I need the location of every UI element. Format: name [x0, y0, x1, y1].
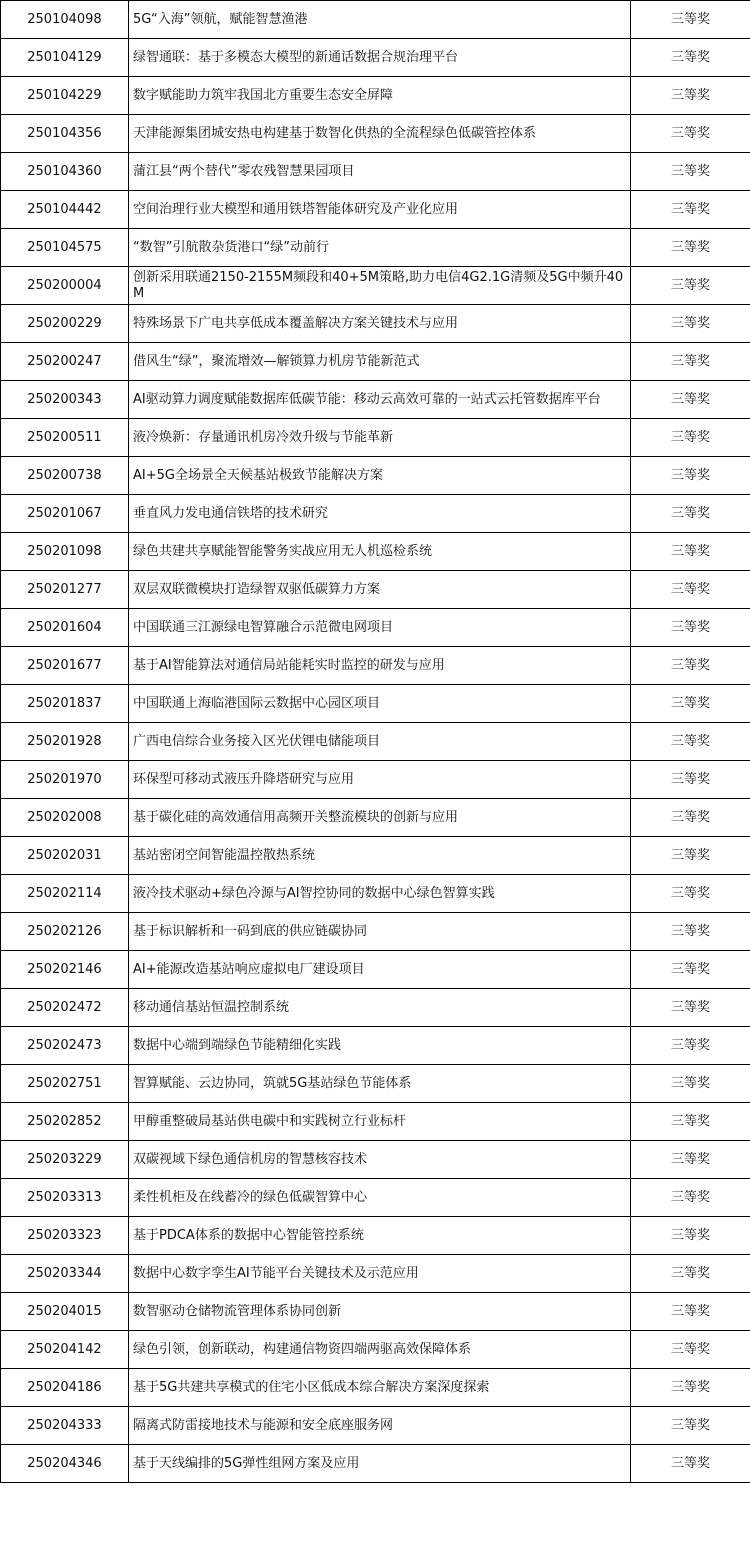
project-id-cell: 250204333: [1, 1407, 129, 1445]
project-id-cell: 250104575: [1, 229, 129, 267]
table-row: [1, 647, 750, 685]
award-level-cell: 三等奖: [631, 229, 750, 267]
table-row: [1, 913, 750, 951]
award-level-cell: 三等奖: [631, 39, 750, 77]
table-row: [1, 1445, 750, 1483]
project-name-cell: 借风生“绿”，聚流增效—解锁算力机房节能新范式: [129, 343, 631, 381]
table-row: [1, 343, 750, 381]
award-level-cell: 三等奖: [631, 571, 750, 609]
award-level-cell: 三等奖: [631, 457, 750, 495]
award-level-cell: 三等奖: [631, 1331, 750, 1369]
table-row: [1, 1331, 750, 1369]
award-level-cell: 三等奖: [631, 1179, 750, 1217]
table-row: [1, 1407, 750, 1445]
project-name-cell: 数字赋能助力筑牢我国北方重要生态安全屏障: [129, 77, 631, 115]
award-level-cell: 三等奖: [631, 1027, 750, 1065]
project-name-cell: 智算赋能、云边协同，筑就5G基站绿色节能体系: [129, 1065, 631, 1103]
award-level-cell: 三等奖: [631, 305, 750, 343]
award-level-cell: 三等奖: [631, 1369, 750, 1407]
award-level-cell: 三等奖: [631, 419, 750, 457]
project-id-cell: 250203344: [1, 1255, 129, 1293]
project-id-cell: 250201677: [1, 647, 129, 685]
project-id-cell: 250200738: [1, 457, 129, 495]
project-id-cell: 250202852: [1, 1103, 129, 1141]
award-level-cell: 三等奖: [631, 533, 750, 571]
table-row: [1, 495, 750, 533]
project-id-cell: 250200511: [1, 419, 129, 457]
project-name-cell: “数智”引航散杂货港口“绿”动前行: [129, 229, 631, 267]
project-id-cell: 250202126: [1, 913, 129, 951]
table-row: [1, 457, 750, 495]
table-row: [1, 723, 750, 761]
project-name-cell: 绿色引领，创新联动，构建通信物资四端两驱高效保障体系: [129, 1331, 631, 1369]
project-id-cell: 250202751: [1, 1065, 129, 1103]
project-name-cell: 垂直风力发电通信铁塔的技术研究: [129, 495, 631, 533]
award-level-cell: 三等奖: [631, 77, 750, 115]
project-name-cell: 绿色共建共享赋能智能警务实战应用无人机巡检系统: [129, 533, 631, 571]
project-id-cell: 250204015: [1, 1293, 129, 1331]
project-name-cell: 基于标识解析和一码到底的供应链碳协同: [129, 913, 631, 951]
project-id-cell: 250202472: [1, 989, 129, 1027]
project-name-cell: 中国联通上海临港国际云数据中心园区项目: [129, 685, 631, 723]
project-id-cell: 250202473: [1, 1027, 129, 1065]
table-row: [1, 533, 750, 571]
project-id-cell: 250201837: [1, 685, 129, 723]
project-id-cell: 250203323: [1, 1217, 129, 1255]
table-row: [1, 761, 750, 799]
table-row: [1, 381, 750, 419]
award-level-cell: 三等奖: [631, 989, 750, 1027]
project-name-cell: 天津能源集团城安热电构建基于数智化供热的全流程绿色低碳管控体系: [129, 115, 631, 153]
award-level-cell: 三等奖: [631, 1, 750, 39]
award-level-cell: 三等奖: [631, 609, 750, 647]
award-level-cell: 三等奖: [631, 381, 750, 419]
table-row: [1, 1027, 750, 1065]
project-name-cell: 创新采用联通2150-2155M频段和40+5M策略,助力电信4G2.1G清频及5G中频升40M: [129, 267, 631, 305]
table-row: [1, 77, 750, 115]
table-row: [1, 229, 750, 267]
award-level-cell: 三等奖: [631, 913, 750, 951]
project-id-cell: 250204186: [1, 1369, 129, 1407]
project-id-cell: 250104229: [1, 77, 129, 115]
project-name-cell: 甲醇重整破局基站供电碳中和实践树立行业标杆: [129, 1103, 631, 1141]
project-id-cell: 250204346: [1, 1445, 129, 1483]
award-level-cell: 三等奖: [631, 191, 750, 229]
table-row: [1, 1255, 750, 1293]
project-id-cell: 250202031: [1, 837, 129, 875]
project-id-cell: 250104129: [1, 39, 129, 77]
project-name-cell: 基于5G共建共享模式的住宅小区低成本综合解决方案深度探索: [129, 1369, 631, 1407]
project-id-cell: 250201970: [1, 761, 129, 799]
project-name-cell: 基站密闭空间智能温控散热系统: [129, 837, 631, 875]
table-row: [1, 191, 750, 229]
project-id-cell: 250202114: [1, 875, 129, 913]
project-id-cell: 250104356: [1, 115, 129, 153]
table-row: [1, 685, 750, 723]
project-name-cell: 数据中心数字孪生AI节能平台关键技术及示范应用: [129, 1255, 631, 1293]
project-id-cell: 250201277: [1, 571, 129, 609]
project-id-cell: 250202008: [1, 799, 129, 837]
project-name-cell: 液冷技术驱动+绿色冷源与AI智控协同的数据中心绿色智算实践: [129, 875, 631, 913]
table-row: [1, 875, 750, 913]
table-row: [1, 153, 750, 191]
project-id-cell: 250200004: [1, 267, 129, 305]
award-level-cell: 三等奖: [631, 647, 750, 685]
project-id-cell: 250203313: [1, 1179, 129, 1217]
table-row: [1, 1179, 750, 1217]
project-id-cell: 250200343: [1, 381, 129, 419]
project-id-cell: 250203229: [1, 1141, 129, 1179]
award-level-cell: 三等奖: [631, 799, 750, 837]
award-level-cell: 三等奖: [631, 1141, 750, 1179]
award-level-cell: 三等奖: [631, 1407, 750, 1445]
project-name-cell: 5G“入海”领航，赋能智慧渔港: [129, 1, 631, 39]
award-level-cell: 三等奖: [631, 1065, 750, 1103]
award-level-cell: 三等奖: [631, 343, 750, 381]
table-row: [1, 39, 750, 77]
project-name-cell: 数智驱动仓储物流管理体系协同创新: [129, 1293, 631, 1331]
table-row: [1, 989, 750, 1027]
award-level-cell: 三等奖: [631, 267, 750, 305]
table-row: [1, 1369, 750, 1407]
project-name-cell: 基于AI智能算法对通信局站能耗实时监控的研发与应用: [129, 647, 631, 685]
award-level-cell: 三等奖: [631, 1255, 750, 1293]
project-id-cell: 250104098: [1, 1, 129, 39]
project-name-cell: 液冷焕新：存量通讯机房冷效升级与节能革新: [129, 419, 631, 457]
project-name-cell: AI+5G全场景全天候基站极致节能解决方案: [129, 457, 631, 495]
awards-table-body: [1, 1, 750, 1483]
project-name-cell: 数据中心端到端绿色节能精细化实践: [129, 1027, 631, 1065]
award-level-cell: 三等奖: [631, 495, 750, 533]
award-level-cell: 三等奖: [631, 837, 750, 875]
table-row: [1, 1, 750, 39]
project-name-cell: 双碳视域下绿色通信机房的智慧核容技术: [129, 1141, 631, 1179]
table-row: [1, 1217, 750, 1255]
project-name-cell: 基于PDCA体系的数据中心智能管控系统: [129, 1217, 631, 1255]
table-row: [1, 1141, 750, 1179]
project-name-cell: 隔离式防雷接地技术与能源和安全底座服务网: [129, 1407, 631, 1445]
table-row: [1, 837, 750, 875]
table-row: [1, 1103, 750, 1141]
project-id-cell: 250201604: [1, 609, 129, 647]
award-level-cell: 三等奖: [631, 1217, 750, 1255]
table-row: [1, 267, 750, 305]
project-id-cell: 250202146: [1, 951, 129, 989]
award-level-cell: 三等奖: [631, 875, 750, 913]
table-row: [1, 1293, 750, 1331]
project-name-cell: 基于天线编排的5G弹性组网方案及应用: [129, 1445, 631, 1483]
award-level-cell: 三等奖: [631, 951, 750, 989]
project-name-cell: 基于碳化硅的高效通信用高频开关整流模块的创新与应用: [129, 799, 631, 837]
project-name-cell: 特殊场景下广电共享低成本覆盖解决方案关键技术与应用: [129, 305, 631, 343]
project-id-cell: 250204142: [1, 1331, 129, 1369]
project-name-cell: 环保型可移动式液压升降塔研究与应用: [129, 761, 631, 799]
award-level-cell: 三等奖: [631, 153, 750, 191]
award-level-cell: 三等奖: [631, 685, 750, 723]
award-level-cell: 三等奖: [631, 1445, 750, 1483]
award-level-cell: 三等奖: [631, 761, 750, 799]
table-row: [1, 1065, 750, 1103]
project-id-cell: 250200247: [1, 343, 129, 381]
project-id-cell: 250104360: [1, 153, 129, 191]
table-row: [1, 799, 750, 837]
project-id-cell: 250104442: [1, 191, 129, 229]
table-row: [1, 609, 750, 647]
project-name-cell: 广西电信综合业务接入区光伏锂电储能项目: [129, 723, 631, 761]
project-name-cell: 空间治理行业大模型和通用铁塔智能体研究及产业化应用: [129, 191, 631, 229]
table-row: [1, 419, 750, 457]
project-name-cell: 蒲江县“两个替代”零农残智慧果园项目: [129, 153, 631, 191]
project-name-cell: 柔性机柜及在线蓄冷的绿色低碳智算中心: [129, 1179, 631, 1217]
award-level-cell: 三等奖: [631, 723, 750, 761]
table-row: [1, 305, 750, 343]
project-name-cell: 双层双联微模块打造绿智双驱低碳算力方案: [129, 571, 631, 609]
project-name-cell: 移动通信基站恒温控制系统: [129, 989, 631, 1027]
project-id-cell: 250201098: [1, 533, 129, 571]
table-row: [1, 571, 750, 609]
project-id-cell: 250201928: [1, 723, 129, 761]
project-name-cell: AI驱动算力调度赋能数据库低碳节能：移动云高效可靠的一站式云托管数据库平台: [129, 381, 631, 419]
table-row: [1, 115, 750, 153]
award-level-cell: 三等奖: [631, 1103, 750, 1141]
award-level-cell: 三等奖: [631, 115, 750, 153]
table-row: [1, 951, 750, 989]
project-name-cell: 绿智通联：基于多模态大模型的新通话数据合规治理平台: [129, 39, 631, 77]
project-id-cell: 250201067: [1, 495, 129, 533]
award-level-cell: 三等奖: [631, 1293, 750, 1331]
project-name-cell: 中国联通三江源绿电智算融合示范微电网项目: [129, 609, 631, 647]
project-name-cell: AI+能源改造基站响应虚拟电厂建设项目: [129, 951, 631, 989]
project-id-cell: 250200229: [1, 305, 129, 343]
